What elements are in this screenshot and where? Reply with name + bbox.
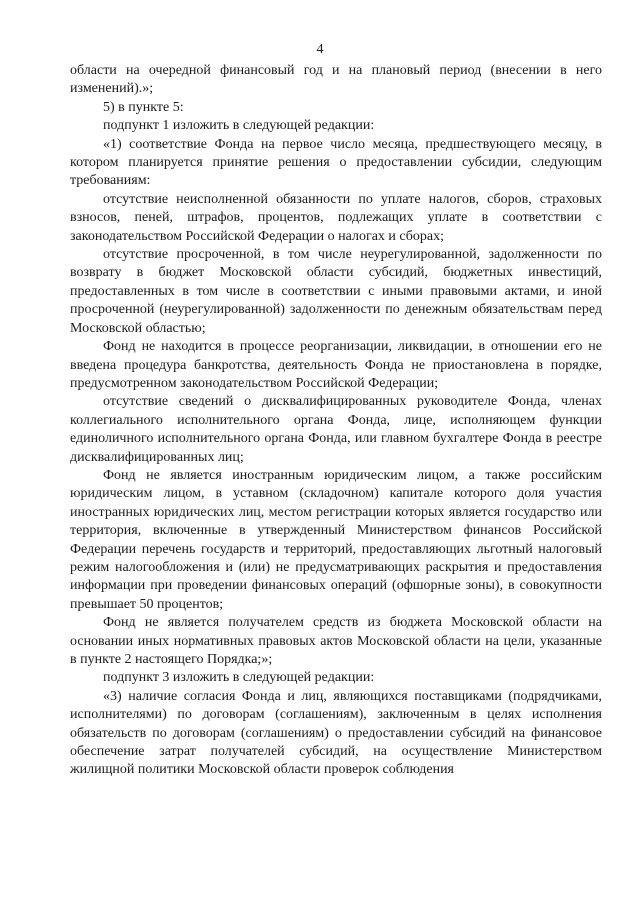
paragraph: Фонд не находится в процессе реорганизации, ликвидации, в отношении его не введена процедура банкротства, деятельность Фонда не приостановлена в порядке, предусмотренном законодательством Российской Федерации; [70,339,602,391]
paragraph: области на очередной финансовый год и на плановый период (внесении в него изменений).»; [70,63,602,97]
paragraph: отсутствие сведений о дисквалифицированных руководителе Фонда, членах коллегиального исполнительного органа Фонда, лице, исполняющем функции единоличного исполнительного органа Фонда, или главном бухгалтере Фонда в реестре дисквалифицированных лиц; [70,394,602,465]
page-number: 4 [316,42,324,57]
paragraph: «1) соответствие Фонда на первое число месяца, предшествующего месяцу, в котором планируется принятие решения о предоставлении субсидии, следующим требованиям: [70,136,602,189]
paragraph: подпункт 3 изложить в следующей редакции: [103,670,375,686]
paragraph: «3) наличие согласия Фонда и лиц, являющихся поставщиками (подрядчиками, исполнителями) по договорам (соглашениям), заключенным в целях исполнения обязательств по договорам (соглашениям) о предоставлении субсидий на финансовое обеспечение затрат получателей субсидий, на осуществление Министерством жилищной политики Московской области проверок соблюдения [70,688,602,778]
paragraph: Фонд не является иностранным юридическим лицом, а также российским юридическим лицом, в уставном (складочном) капитале которого доля участия иностранных юридических лиц, местом регистрации которых является государство или территория, включенные в утвержденный Министерством финансов Российской Федерации перечень государств и территорий, предоставляющих льготный налоговый режим налогообложения и (или) не предусматривающих раскрытия и предоставления информации при проведении финансовых операций (офшорные зоны), в совокупности превышает 50 процентов; [70,467,602,612]
paragraph: 5) в пункте 5: [103,99,184,115]
paragraph: Фонд не является получателем средств из бюджета Московской области на основании иных нормативных правовых актов Московской области на цели, указанные в пункте 2 настоящего Порядка;»; [70,615,602,667]
paragraph: отсутствие просроченной, в том числе неурегулированной, задолженности по возврату в бюджет Московской области субсидий, бюджетных инвестиций, предоставленных в том числе в соответствии с иными правовыми актами, и иной просроченной (неурегулированной) задолженности по денежным обязательствам перед Московской областью; [70,247,602,336]
document-body [70,62,602,780]
paragraph: подпункт 1 изложить в следующей редакции: [103,118,375,134]
paragraph: отсутствие неисполненной обязанности по уплате налогов, сборов, страховых взносов, пеней, штрафов, процентов, подлежащих уплате в соответствии с законодательством Российской Федерации о налогах и сборах; [70,191,602,244]
